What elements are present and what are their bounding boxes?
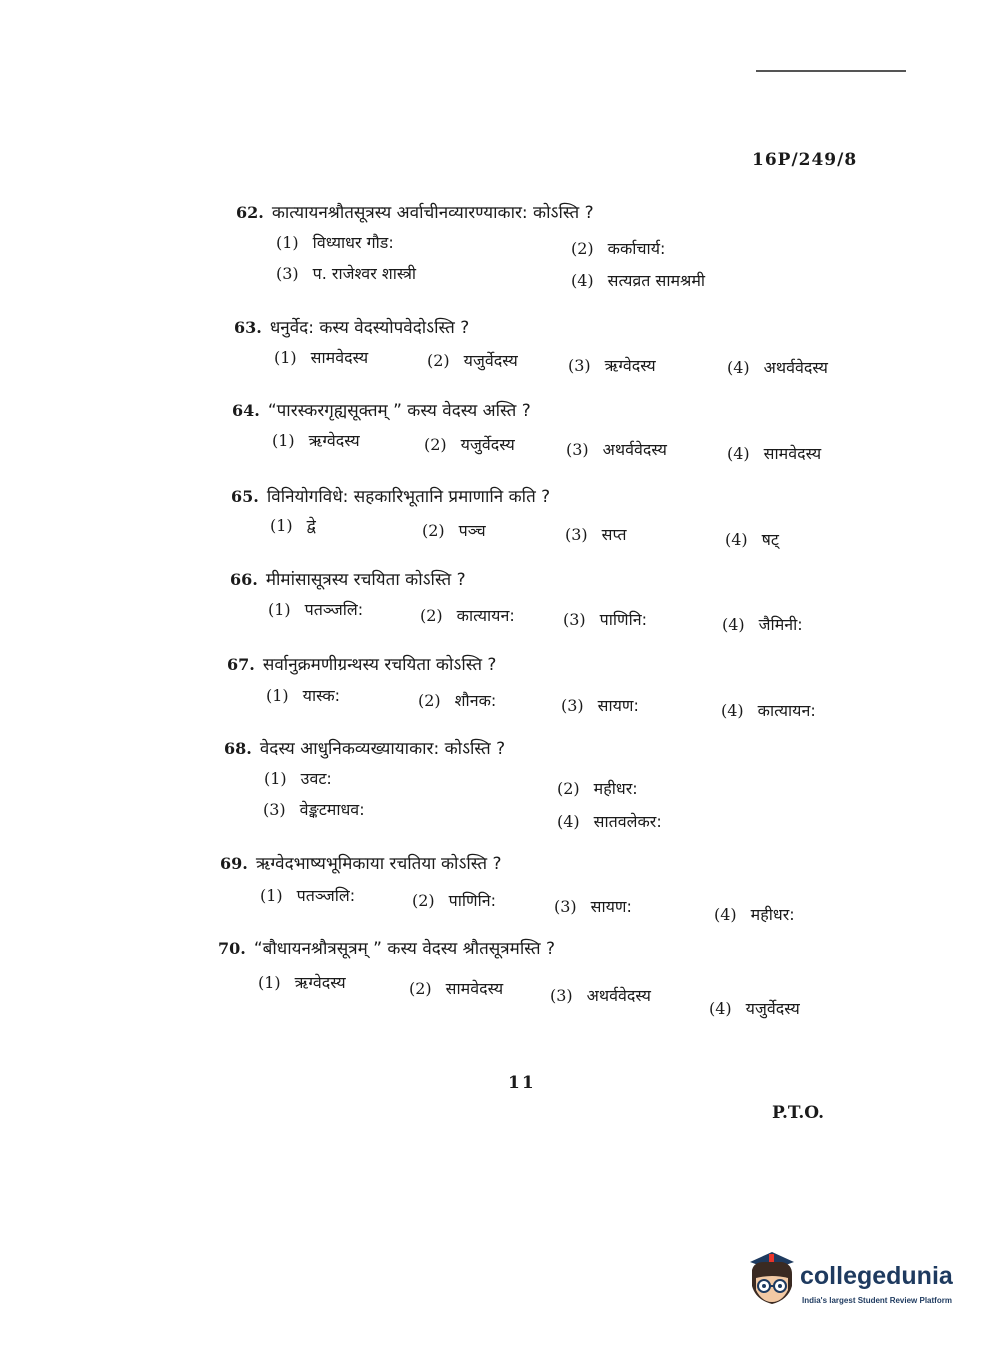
question-text: “बौधायनश्रौत्रसूत्रम् ” कस्य वेदस्य श्रौतसूत्रमस्ति ? bbox=[253, 939, 555, 959]
option-1: (1) सामवेदस्य bbox=[274, 348, 369, 367]
page-number: 11 bbox=[508, 1073, 536, 1093]
option-2: (2) कात्यायन: bbox=[420, 606, 515, 625]
option-3: (3) पाणिनि: bbox=[563, 610, 648, 629]
option-2: (2) पञ्च bbox=[422, 521, 486, 540]
question-text: सर्वानुक्रमणीग्रन्थस्य रचयिता कोऽस्ति ? bbox=[262, 655, 497, 675]
option-3: (3) सायण: bbox=[561, 696, 639, 715]
question-text: वेदस्य आधुनिकव्यख्यायाकार: कोऽस्ति ? bbox=[259, 739, 506, 759]
option-2: (2) यजुर्वेदस्य bbox=[424, 435, 515, 454]
question-number: 65. bbox=[231, 487, 259, 506]
collegedunia-logo[interactable] bbox=[742, 1248, 972, 1318]
question-text: ऋग्वेदभाष्यभूमिकाया रचतिया कोऽस्ति ? bbox=[255, 854, 502, 874]
option-4: (4) सत्यव्रत सामश्रमी bbox=[571, 271, 706, 290]
option-4: (4) अथर्ववेदस्य bbox=[727, 358, 828, 377]
option-3: (3) सप्त bbox=[565, 525, 627, 544]
logo-tagline: India's largest Student Review Platform bbox=[802, 1296, 952, 1305]
question-number: 69. bbox=[220, 854, 248, 873]
option-1: (1) द्वे bbox=[270, 516, 316, 535]
option-4: (4) सामवेदस्य bbox=[727, 444, 822, 463]
option-3: (3) वेङ्कटमाधव: bbox=[263, 800, 365, 819]
option-1: (1) पतञ्जलि: bbox=[268, 600, 364, 619]
mascot-icon bbox=[742, 1248, 800, 1314]
option-4: (4) यजुर्वेदस्य bbox=[709, 999, 800, 1018]
question-number: 62. bbox=[236, 203, 264, 222]
question-text: मीमांसासूत्रस्य रचयिता कोऽस्ति ? bbox=[265, 570, 466, 590]
question-text: विनियोगविधे: सहकारिभूतानि प्रमाणानि कति ? bbox=[266, 487, 551, 507]
question-number: 63. bbox=[234, 318, 262, 337]
option-2: (2) महीधर: bbox=[557, 779, 638, 798]
question-number: 68. bbox=[224, 739, 252, 758]
option-1: (1) ऋग्वेदस्य bbox=[272, 431, 360, 450]
option-3: (3) अथर्ववेदस्य bbox=[550, 986, 651, 1005]
question-number: 67. bbox=[227, 655, 255, 674]
option-2: (2) कर्काचार्य: bbox=[571, 239, 666, 258]
option-4: (4) षट् bbox=[725, 530, 779, 549]
question-text: कात्यायनश्रौतसूत्रस्य अर्वाचीनव्यारण्याकार: कोऽस्ति ? bbox=[271, 203, 594, 223]
logo-wordmark: collegedunia bbox=[800, 1262, 953, 1290]
option-2: (2) शौनक: bbox=[418, 691, 497, 710]
option-1: (1) पतञ्जलि: bbox=[260, 886, 356, 905]
option-2: (2) यजुर्वेदस्य bbox=[427, 351, 518, 370]
option-4: (4) कात्यायन: bbox=[721, 701, 816, 720]
option-1: (1) यास्क: bbox=[266, 686, 340, 705]
question-text: “पारस्करगृह्यसूक्तम् ” कस्य वेदस्य अस्ति ? bbox=[267, 401, 531, 421]
question-number: 64. bbox=[232, 401, 260, 420]
option-1: (1) विध्याधर गौड: bbox=[276, 233, 394, 252]
option-4: (4) महीधर: bbox=[714, 905, 795, 924]
option-3: (3) अथर्ववेदस्य bbox=[566, 440, 667, 459]
option-4: (4) जैमिनी: bbox=[722, 615, 803, 634]
option-3: (3) ऋग्वेदस्य bbox=[568, 356, 656, 375]
option-3: (3) प. राजेश्वर शास्त्री bbox=[276, 264, 417, 283]
question-number: 66. bbox=[230, 570, 258, 589]
question-text: धनुर्वेद: कस्य वेदस्योपवेदोऽस्ति ? bbox=[269, 318, 470, 338]
option-2: (2) पाणिनि: bbox=[412, 891, 497, 910]
pto-label: P.T.O. bbox=[772, 1103, 824, 1123]
option-4: (4) सातवलेकर: bbox=[557, 812, 662, 831]
option-2: (2) सामवेदस्य bbox=[409, 979, 504, 998]
option-1: (1) ऋग्वेदस्य bbox=[258, 973, 346, 992]
top-rule bbox=[756, 70, 906, 72]
question-number: 70. bbox=[218, 939, 246, 958]
option-1: (1) उवट: bbox=[264, 769, 332, 788]
option-3: (3) सायण: bbox=[554, 897, 632, 916]
paper-code: 16P/249/8 bbox=[752, 150, 858, 170]
